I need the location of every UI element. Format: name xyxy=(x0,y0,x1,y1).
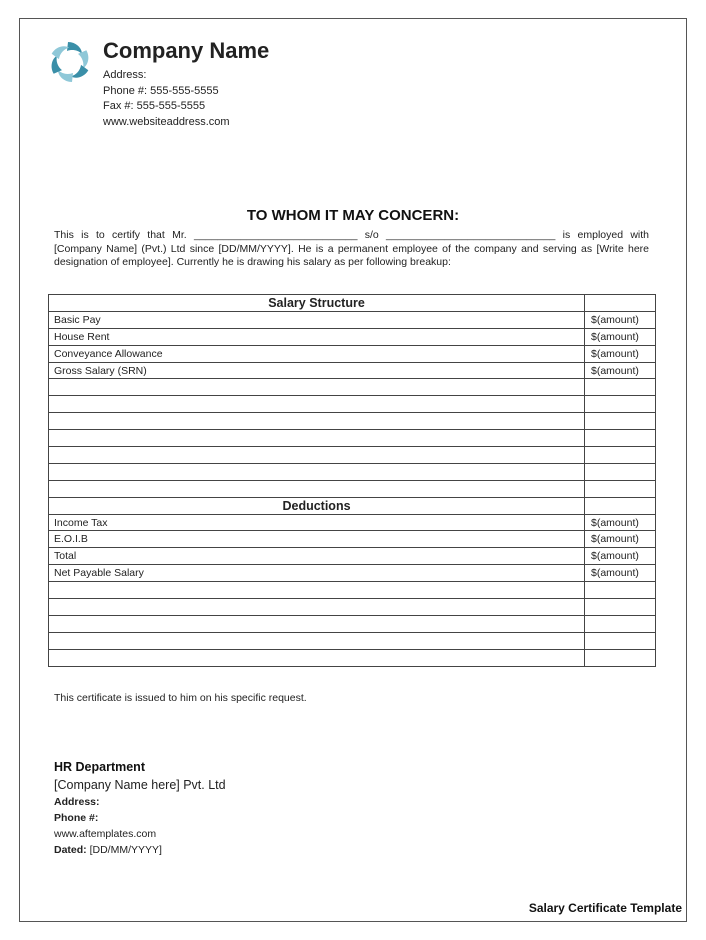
table-row xyxy=(49,649,656,666)
row-label: Basic Pay xyxy=(49,311,585,328)
row-amount: $(amount) xyxy=(585,514,656,531)
company-address: Address: xyxy=(103,69,147,81)
table-row xyxy=(49,615,656,632)
row-label xyxy=(49,447,585,464)
section-amount-cell xyxy=(585,497,656,514)
request-note: This certificate is issued to him on his specific request. xyxy=(54,692,307,704)
table-row xyxy=(49,447,656,464)
company-name: Company Name xyxy=(103,38,270,63)
row-label: E.O.I.B xyxy=(49,531,585,548)
row-amount xyxy=(585,632,656,649)
row-amount: $(amount) xyxy=(585,345,656,362)
row-label xyxy=(49,599,585,616)
company-fax: Fax #: 555-555-5555 xyxy=(103,100,206,112)
table-row xyxy=(49,328,656,345)
row-label: Total xyxy=(49,548,585,565)
certify-paragraph: This is to certify that Mr. ____________________________ s/o _____________________________ is employed with [Company Name] (Pvt.) Ltd since [DD/MM/YYYY]. He is a permanent employee of the company and serving as [Write here designation of employee]. Currently he is drawing his salary as per following breakup: xyxy=(54,229,649,268)
company-phone: Phone #: 555-555-5555 xyxy=(103,84,219,97)
table-row xyxy=(49,463,656,480)
row-amount: $(amount) xyxy=(585,362,656,379)
row-amount xyxy=(585,463,656,480)
table-row xyxy=(49,345,656,362)
template-footer-title: Salary Certificate Template xyxy=(528,901,682,915)
row-label: Conveyance Allowance xyxy=(49,345,585,362)
table-row xyxy=(49,632,656,649)
row-amount: $(amount) xyxy=(585,328,656,345)
row-amount: $(amount) xyxy=(585,311,656,328)
table-row xyxy=(49,430,656,447)
table-row xyxy=(49,311,656,328)
table-row xyxy=(49,362,656,379)
row-label xyxy=(49,480,585,497)
table-row xyxy=(49,548,656,565)
table-section-row xyxy=(49,497,656,514)
certificate-heading: TO WHOM IT MAY CONCERN: xyxy=(246,207,460,224)
row-amount xyxy=(585,396,656,413)
table-row xyxy=(49,379,656,396)
row-label xyxy=(49,413,585,430)
row-amount xyxy=(585,480,656,497)
company-contact-block xyxy=(103,68,230,130)
row-amount xyxy=(585,649,656,666)
salary-table xyxy=(48,294,656,667)
row-amount xyxy=(585,599,656,616)
row-label xyxy=(49,463,585,480)
table-row xyxy=(49,599,656,616)
hr-phone: Phone #: xyxy=(54,812,99,824)
row-amount: $(amount) xyxy=(585,548,656,565)
row-label: Gross Salary (SRN) xyxy=(49,362,585,379)
row-label: Income Tax xyxy=(49,514,585,531)
table-row xyxy=(49,413,656,430)
table-row xyxy=(49,514,656,531)
row-amount: $(amount) xyxy=(585,531,656,548)
row-label xyxy=(49,632,585,649)
hr-address: Address: xyxy=(54,796,100,808)
row-label xyxy=(49,379,585,396)
swirl-logo-icon xyxy=(48,40,92,84)
table-row xyxy=(49,480,656,497)
row-amount: $(amount) xyxy=(585,565,656,582)
table-section-row xyxy=(49,295,656,312)
table-row xyxy=(49,565,656,582)
company-website: www.websiteaddress.com xyxy=(103,115,230,128)
row-label: House Rent xyxy=(49,328,585,345)
table-row xyxy=(49,582,656,599)
row-label xyxy=(49,396,585,413)
row-amount xyxy=(585,582,656,599)
row-amount xyxy=(585,430,656,447)
table-row xyxy=(49,531,656,548)
row-amount xyxy=(585,447,656,464)
row-amount xyxy=(585,379,656,396)
row-amount xyxy=(585,615,656,632)
hr-website: www.aftemplates.com xyxy=(54,828,157,840)
section-title: Deductions xyxy=(49,497,585,514)
row-label xyxy=(49,649,585,666)
hr-department: HR Department xyxy=(54,760,145,774)
row-label xyxy=(49,615,585,632)
hr-company-name: [Company Name here] Pvt. Ltd xyxy=(54,778,226,792)
row-label xyxy=(49,582,585,599)
section-title: Salary Structure xyxy=(49,295,585,312)
table-row xyxy=(49,396,656,413)
section-amount-cell xyxy=(585,295,656,312)
hr-dated: Dated: [DD/MM/YYYY] xyxy=(54,844,162,856)
row-label: Net Payable Salary xyxy=(49,565,585,582)
row-amount xyxy=(585,413,656,430)
row-label xyxy=(49,430,585,447)
